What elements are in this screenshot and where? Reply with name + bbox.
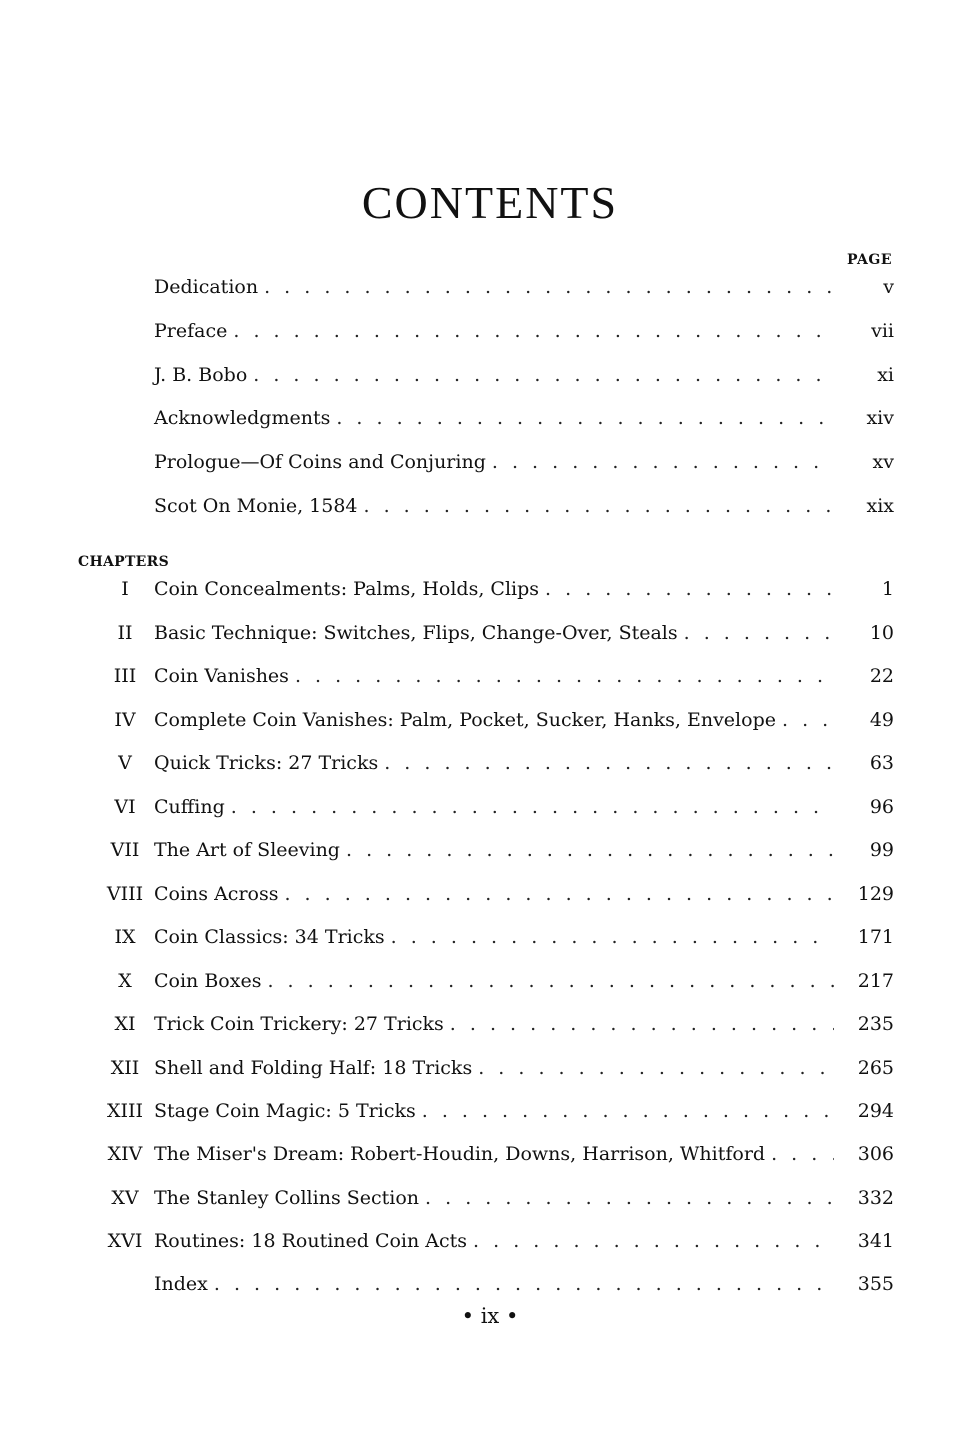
toc-chapter-13[interactable] [96, 1100, 894, 1132]
toc-entry-title: Dedication [154, 276, 259, 298]
chapter-number: XII [110, 1057, 140, 1079]
toc-entry-title: J. B. Bobo [154, 364, 248, 386]
toc-chapter-1[interactable] [96, 578, 894, 610]
page-number-folio: • ix • [461, 1304, 519, 1328]
dot-leader [214, 1273, 834, 1295]
chapter-number: III [113, 665, 137, 687]
toc-entry-title: The Stanley Collins Section [154, 1187, 420, 1209]
dot-leader [473, 1230, 834, 1252]
toc-chapter-5[interactable] [96, 752, 894, 784]
toc-entry-title: Scot On Monie, 1584 [154, 495, 358, 517]
toc-entry-page: 99 [869, 839, 894, 861]
toc-entry-page: 49 [869, 709, 894, 731]
toc-chapter-15[interactable] [96, 1187, 894, 1219]
toc-entry-title: Prologue—Of Coins and Conjuring [154, 451, 486, 473]
toc-entry-page: 22 [869, 665, 894, 687]
dot-leader [771, 1143, 834, 1165]
dot-leader [478, 1057, 834, 1079]
toc-entry-title: Cuffing [154, 796, 225, 818]
toc-entry-page: xix [866, 495, 894, 517]
toc-chapter-3[interactable] [96, 665, 894, 697]
toc-chapter-11[interactable] [96, 1013, 894, 1045]
dot-leader [284, 883, 834, 905]
toc-entry-title: The Art of Sleeving [154, 839, 340, 861]
toc-entry-dedication[interactable] [96, 276, 894, 308]
toc-chapter-9[interactable] [96, 926, 894, 958]
toc-chapter-8[interactable] [96, 883, 894, 915]
toc-entry-bobo[interactable] [96, 364, 894, 396]
toc-entry-title: Coin Classics: 34 Tricks [154, 926, 385, 948]
chapter-number: IX [114, 926, 136, 948]
toc-entry-prologue[interactable] [96, 451, 894, 483]
chapter-number: XV [111, 1187, 139, 1209]
dot-leader [346, 839, 834, 861]
toc-entry-title: Shell and Folding Half: 18 Tricks [154, 1057, 473, 1079]
toc-entry-page: 10 [869, 622, 894, 644]
toc-entry-page: xv [872, 451, 894, 473]
dot-leader [295, 665, 834, 687]
chapter-number: IV [114, 709, 136, 731]
chapter-number: II [117, 622, 133, 644]
dot-leader [264, 276, 834, 298]
toc-entry-preface[interactable] [96, 320, 894, 352]
toc-entry-page: 332 [857, 1187, 894, 1209]
toc-entry-page: v [883, 276, 894, 298]
toc-entry-title: Coin Boxes [154, 970, 262, 992]
toc-chapter-2[interactable] [96, 622, 894, 654]
chapter-number: XVI [107, 1230, 143, 1252]
toc-entry-title: Coin Concealments: Palms, Holds, Clips [154, 578, 540, 600]
toc-entry-title: Routines: 18 Routined Coin Acts [154, 1230, 468, 1252]
toc-chapter-4[interactable] [96, 709, 894, 741]
toc-entry-title: Preface [154, 320, 228, 342]
dot-leader [684, 622, 834, 644]
toc-entry-page: 265 [857, 1057, 894, 1079]
toc-chapter-7[interactable] [96, 839, 894, 871]
dot-leader [233, 320, 834, 342]
toc-entry-page: 217 [857, 970, 894, 992]
chapter-number: VI [114, 796, 136, 818]
toc-chapter-12[interactable] [96, 1057, 894, 1089]
toc-entry-title: Index [154, 1273, 208, 1295]
toc-entry-title: Quick Tricks: 27 Tricks [154, 752, 379, 774]
dot-leader [364, 495, 834, 517]
dot-leader [253, 364, 834, 386]
toc-entry-page: xiv [866, 407, 894, 429]
toc-entry-page: 96 [869, 796, 894, 818]
toc-entry-index[interactable] [96, 1273, 894, 1305]
toc-chapter-14[interactable] [96, 1143, 894, 1175]
toc-chapter-10[interactable] [96, 970, 894, 1002]
chapter-number: VIII [106, 883, 144, 905]
toc-entry-title: Complete Coin Vanishes: Palm, Pocket, Sucker, Hanks, Envelope [154, 709, 776, 731]
toc-entry-page: xi [877, 364, 894, 386]
page-column-header: PAGE [847, 252, 892, 268]
chapter-number: V [118, 752, 132, 774]
toc-entry-title: Coin Vanishes [154, 665, 289, 687]
page-title: CONTENTS [361, 177, 619, 228]
chapter-number: XIII [106, 1100, 144, 1122]
chapter-number: X [118, 970, 132, 992]
dot-leader [231, 796, 834, 818]
toc-entry-title: The Miser's Dream: Robert-Houdin, Downs, Harrison, Whitford [154, 1143, 766, 1165]
toc-entry-page: vii [871, 320, 894, 342]
toc-entry-acknowledgments[interactable] [96, 407, 894, 439]
toc-entry-page: 294 [857, 1100, 894, 1122]
dot-leader [391, 926, 834, 948]
toc-entry-page: 63 [869, 752, 894, 774]
toc-entry-page: 306 [857, 1143, 894, 1165]
chapter-number: XIV [107, 1143, 143, 1165]
toc-chapter-16[interactable] [96, 1230, 894, 1262]
chapter-number: VII [110, 839, 140, 861]
dot-leader [782, 709, 834, 731]
chapters-header: CHAPTERS [78, 554, 169, 570]
dot-leader [450, 1013, 834, 1035]
chapter-number: XI [114, 1013, 136, 1035]
dot-leader [267, 970, 834, 992]
toc-entry-scot[interactable] [96, 495, 894, 527]
toc-entry-page: 235 [857, 1013, 894, 1035]
toc-chapter-6[interactable] [96, 796, 894, 828]
dot-leader [492, 451, 834, 473]
chapter-number: I [121, 578, 129, 600]
dot-leader [425, 1187, 834, 1209]
dot-leader [384, 752, 834, 774]
toc-entry-title: Basic Technique: Switches, Flips, Change-Over, Steals [154, 622, 678, 644]
toc-entry-page: 129 [857, 883, 894, 905]
toc-entry-title: Coins Across [154, 883, 279, 905]
toc-entry-page: 171 [857, 926, 894, 948]
dot-leader [336, 407, 834, 429]
toc-entry-page: 355 [857, 1273, 894, 1295]
toc-entry-title: Acknowledgments [154, 407, 331, 429]
toc-entry-title: Stage Coin Magic: 5 Tricks [154, 1100, 416, 1122]
dot-leader [545, 578, 834, 600]
toc-entry-page: 341 [857, 1230, 894, 1252]
toc-entry-title: Trick Coin Trickery: 27 Tricks [154, 1013, 444, 1035]
dot-leader [422, 1100, 834, 1122]
toc-entry-page: 1 [881, 578, 894, 600]
